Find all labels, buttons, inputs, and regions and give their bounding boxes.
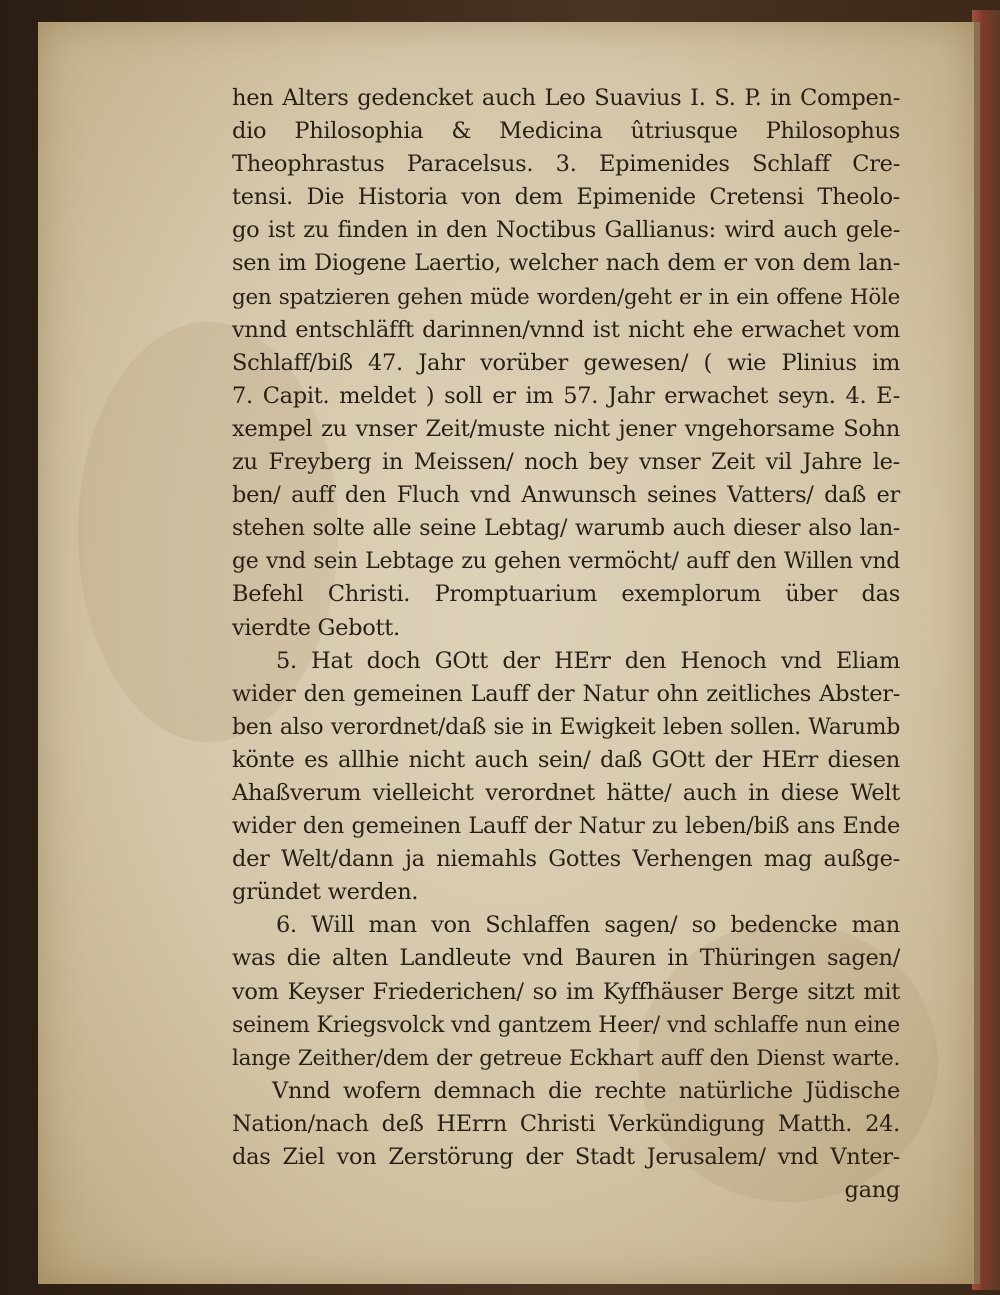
text-line: ben also verordnet/daß sie in Ewigkeit leben sollen. Warumb [232,714,900,740]
catchword: gang [844,1177,900,1204]
main-text [232,82,900,1207]
text-line: Schlaff/biß 47. Jahr vorüber gewesen/ ( wie Plinius im [232,349,900,376]
text-line: gründet werden. [232,879,419,906]
text-line: Ahaßverum vielleicht verordnet hätte/ auch in diese Welt [232,779,900,806]
text-line: tensi. Die Historia von dem Epimenide Cretensi Theolo- [232,184,900,211]
text-line: der Welt/dann ja niemahls Gottes Verhengen mag außge- [232,846,900,873]
text-line: zu Freyberg in Meissen/ noch bey vnser Zeit vil Jahre le- [232,449,900,476]
text-line: Theophrastus Paracelsus. 3. Epimenides Schlaff Cre- [232,151,900,178]
text-line: dio Philosophia & Medicina ûtriusque Philosophus [232,118,900,145]
text-line: was die alten Landleute vnd Bauren in Thüringen sagen/ [232,945,900,972]
text-line: lange Zeither/dem der getreue Eckhart auff den Dienst warte. [232,1045,900,1071]
text-line: ge vnd sein Lebtage zu gehen vermöcht/ auff den Willen vnd [232,549,900,575]
paragraph-start: 6. Will man von Schlaffen sagen/ so bedencke man [276,912,900,939]
text-line: go ist zu finden in den Noctibus Gallianus: wird auch gele- [232,217,900,244]
text-line: vnnd entschläfft darinnen/vnnd ist nicht ehe erwachet vom [232,316,900,343]
text-line: vierdte Gebott. [232,614,400,641]
text-line: seinem Kriegsvolck vnd gantzem Heer/ vnd schlaffe nun eine [232,1012,900,1038]
text-line: ben/ auff den Fluch vnd Anwunsch seines Vatters/ daß er [232,482,900,509]
text-line: stehen solte alle seine Lebtag/ warumb auch dieser also lan- [232,516,900,542]
text-line: Befehl Christi. Promptuarium exemplorum über das [232,581,900,608]
text-line: Nation/nach deß HErrn Christi Verkündigung Matth. 24. [232,1110,900,1137]
text-line: sen im Diogene Laertio, welcher nach dem er von dem lan- [232,250,900,277]
text-line: 7. Capit. meldet ) soll er im 57. Jahr erwachet seyn. 4. E- [232,382,900,409]
text-line: wider den gemeinen Lauff der Natur ohn zeitliches Abster- [232,680,900,707]
paragraph-start: Vnnd wofern demnach die rechte natürliche Jüdische [272,1077,900,1104]
text-line: wider den gemeinen Lauff der Natur zu leben/biß ans Ende [232,813,900,840]
text-line: hen Alters gedencket auch Leo Suavius I. S. P. in Compen- [232,85,900,111]
text-line: vom Keyser Friederichen/ so im Kyffhäuser Berge sitzt mit [232,978,900,1005]
paragraph-start: 5. Hat doch GOtt der HErr den Henoch vnd Eliam [276,647,900,674]
text-line: könte es allhie nicht auch sein/ daß GOtt der HErr diesen [232,746,900,773]
text-line: xempel zu vnser Zeit/muste nicht jener vngehorsame Sohn [232,415,900,442]
text-line: das Ziel von Zerstörung der Stadt Jerusalem/ vnd Vnter- [232,1144,900,1170]
text-line: gen spatzieren gehen müde worden/geht er in ein offene Höle [232,284,900,310]
